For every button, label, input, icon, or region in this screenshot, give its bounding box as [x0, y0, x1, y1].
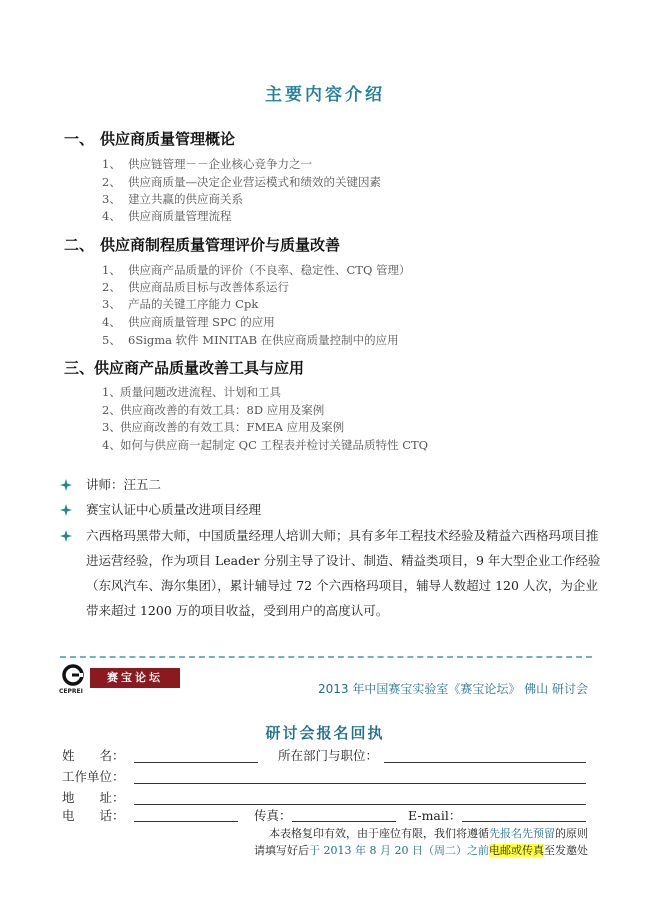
email-field[interactable]	[462, 821, 586, 822]
address-label: 地 址：	[62, 790, 125, 805]
list-item: 3、供应商改善的有效工具：FMEA 应用及案例	[102, 420, 345, 434]
star-bullet-icon	[60, 479, 72, 491]
list-item: 4、如何与供应商一起制定 QC 工程表并检讨关键品质特性 CTQ	[102, 438, 429, 452]
section-title: 供应商制程质量管理评价与质量改善	[100, 236, 341, 254]
name-field[interactable]	[134, 762, 258, 763]
event-title: 2013 年中国赛宝实验室《赛宝论坛》 佛山 研讨会	[318, 682, 588, 696]
forum-badge: 赛宝论坛	[90, 668, 180, 688]
section-title: 供应商产品质量改善工具与应用	[94, 359, 305, 377]
list-item: 1、质量问题改进流程、计划和工具	[102, 385, 281, 399]
dept-field[interactable]	[384, 762, 586, 763]
star-bullet-icon	[60, 504, 72, 516]
section-title: 供应商质量管理概论	[100, 130, 236, 148]
fax-label: 传真：	[254, 808, 292, 823]
list-item: 3、 建立共赢的供应商关系	[102, 192, 243, 206]
list-item: 2、供应商改善的有效工具：8D 应用及案例	[102, 403, 325, 417]
email-label: E-mail：	[408, 808, 462, 823]
list-item: 1、 供应商产品质量的评价（不良率、稳定性、CTQ 管理）	[102, 263, 411, 277]
section-number: 三、	[64, 359, 95, 377]
fax-field[interactable]	[292, 821, 396, 822]
list-item: 1、 供应链管理－－企业核心竞争力之一	[102, 157, 312, 171]
name-label: 姓 名：	[62, 748, 125, 763]
section-3-heading	[64, 357, 304, 378]
instructor-title: 赛宝认证中心质量改进项目经理	[86, 502, 262, 517]
phone-field[interactable]	[134, 821, 238, 822]
company-label: 工作单位：	[62, 769, 125, 784]
list-item: 3、 产品的关键工序能力 Cpk	[102, 297, 259, 311]
instructor-bio: 六西格玛黑带大师，中国质量经理人培训大师；具有多年工程技术经验及精益六西格玛项目推进运营经验，作为项目 Leader 分别主导了设计、制造、精益类项目，9 年大型企业工作经验（东风汽车、海尔集团），累计辅导过 72 个六西格玛项目，辅导人数超过 120 人次，为企业带来超过 1200 万的项目收益，受到用户的高度认可。	[86, 528, 601, 618]
list-item: 2、 供应商品质目标与改善体系运行	[102, 280, 289, 294]
company-field[interactable]	[134, 783, 586, 784]
section-number: 一、	[64, 130, 95, 148]
list-item: 4、 供应商质量管理 SPC 的应用	[102, 315, 275, 329]
form-title: 研讨会报名回执	[265, 724, 385, 742]
star-bullet-icon	[60, 530, 72, 542]
dept-label: 所在部门与职位：	[278, 748, 379, 763]
section-1-heading	[64, 128, 235, 149]
form-note-2: 请填写好后于 2013 年 8 月 20 日（周二）之前电邮或传真至发邀处	[254, 844, 588, 857]
list-item: 5、 6Sigma 软件 MINITAB 在供应商质量控制中的应用	[102, 333, 399, 347]
form-note-1: 本表格复印有效，由于座位有限，我们将遵循先报名先预留的原则	[269, 827, 588, 840]
list-item: 2、 供应商质量—决定企业营运模式和绩效的关键因素	[102, 175, 381, 189]
section-number: 二、	[64, 236, 95, 254]
section-2-heading	[64, 234, 340, 255]
page-title: 主要内容介绍	[265, 85, 385, 105]
instructor-name: 讲师：汪五二	[86, 477, 162, 492]
phone-label: 电 话：	[62, 808, 125, 823]
ceprei-logo-icon	[62, 664, 84, 686]
dashed-divider	[60, 656, 592, 658]
logo-text: CEPREI	[59, 688, 83, 695]
address-field[interactable]	[134, 804, 586, 805]
list-item: 4、 供应商质量管理流程	[102, 209, 232, 223]
